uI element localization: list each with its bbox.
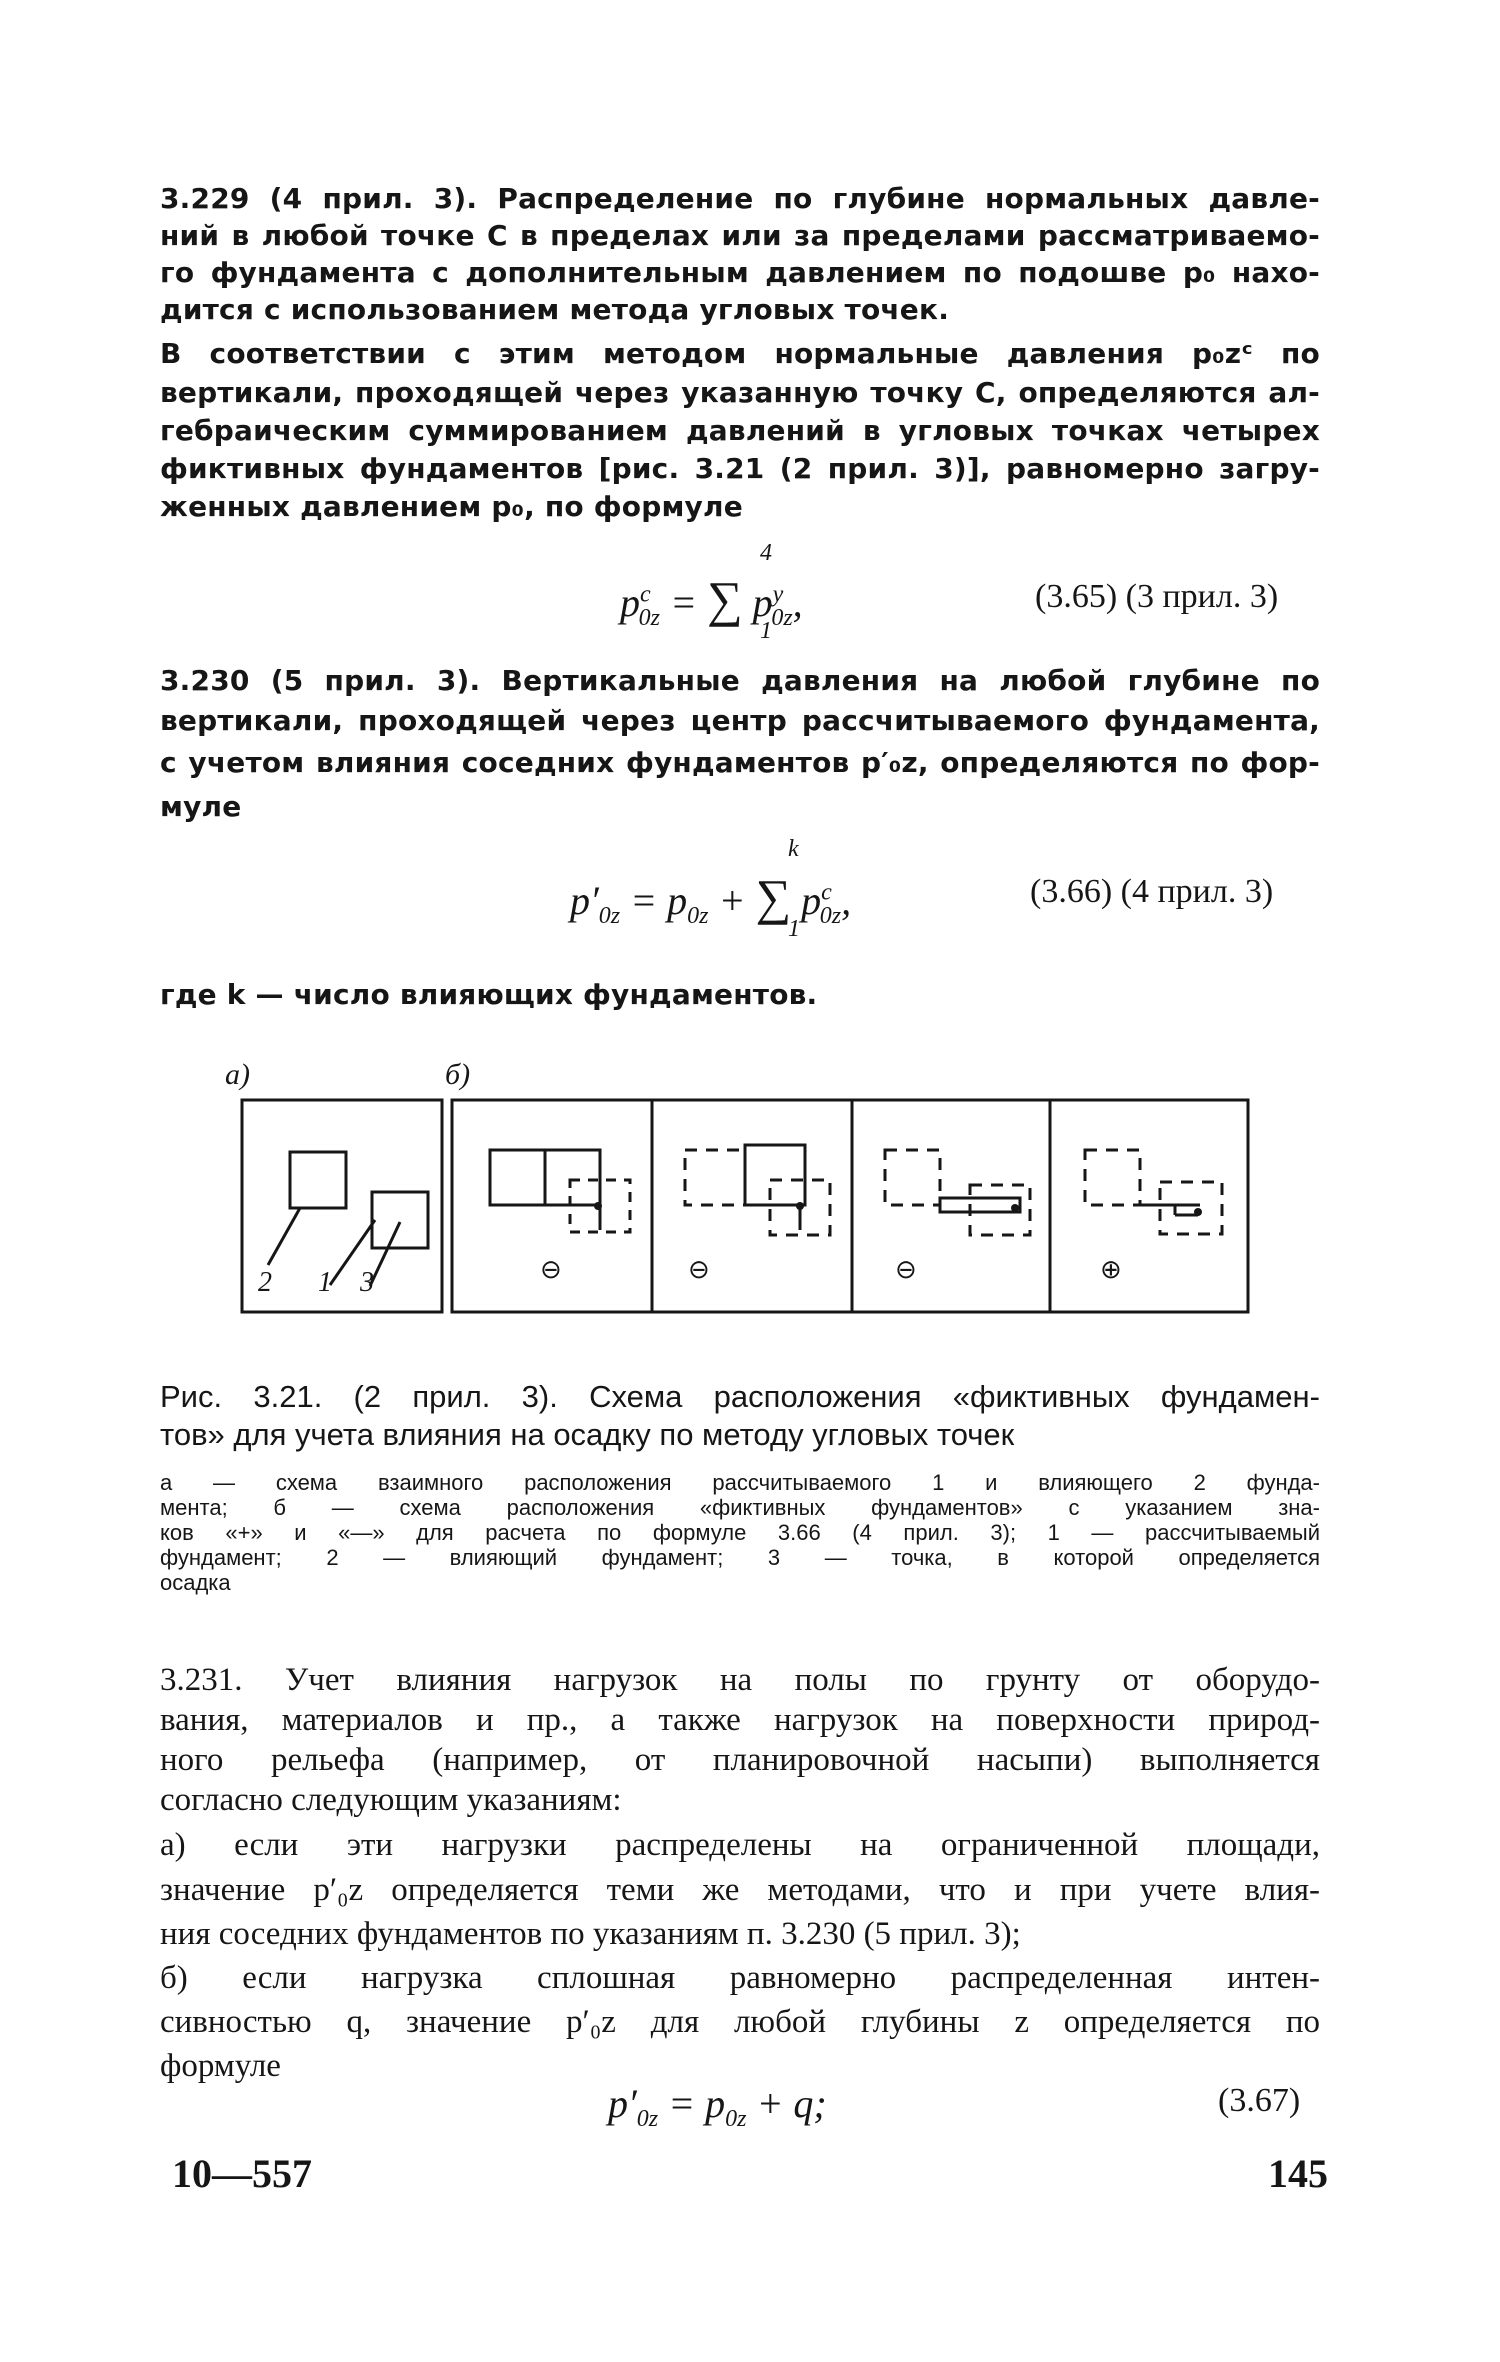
page-number: 145 [1268,2151,1328,2196]
text-line: сивностью q, значение p′₀z для любой глубины z определяется по [160,2004,1320,2040]
caption-legend-line: фундамент; 2 — влияющий фундамент; 3 — точка, в которой определяется [160,1545,1320,1570]
sum-upper-limit: 4 [760,540,772,566]
formula-3-67-expression: $p'_{0z} = p_{0z} + q$; [608,2081,827,2132]
text-line: гебраическим суммированием давлений в угловых точках четырех [160,414,1320,447]
caption-legend-line: осадка [160,1570,231,1595]
text-line: 3.231. Учет влияния нагрузок на полы по грунту от оборудо- [160,1662,1320,1698]
sum-lower-limit: 1 [788,916,800,942]
text-line: фиктивных фундаментов [рис. 3.21 (2 прил. 3)], равномерно загру- [160,452,1320,485]
text-line: б) если нагрузка сплошная равномерно распределенная интен- [160,1960,1320,1996]
caption-legend-line: мента; б — схема расположения «фиктивных фундаментов» с указанием зна- [160,1495,1320,1520]
text-line: ного рельефа (например, от планировочной насыпи) выполняется [160,1742,1320,1778]
text-line: формуле [160,2048,281,2084]
where-k-line: где k — число влияющих фундаментов. [160,978,818,1011]
text-line: согласно следующим указаниям: [160,1782,622,1818]
influencing-foundation [290,1152,346,1208]
sum-upper-limit: k [788,836,799,862]
footer-code: 10—557 [172,2151,312,2196]
text-line: ний в любой точке C в пределах или за пределами рассматриваемо- [160,219,1320,252]
figure-label-a: а) [225,1058,250,1091]
figure-number: 2 [258,1267,272,1298]
text-line: дится с использованием метода угловых точек. [160,293,950,326]
text-line: 3.230 (5 прил. 3). Вертикальные давления на любой глубине по [160,664,1320,697]
caption-legend-line: а — схема взаимного расположения рассчитываемого 1 и влияющего 2 фунда- [160,1470,1320,1495]
minus-sign-icon: ⊖ [540,1255,562,1285]
text-line: В соответствии с этим методом нормальные давления p₀zᶜ по [160,337,1320,370]
caption-title-line: тов» для учета влияния на осадку по методу угловых точек [160,1417,1015,1452]
text-line: ния соседних фундаментов по указаниям п. 3.230 (5 прил. 3); [160,1916,1021,1952]
figure-label-b: б) [445,1058,471,1091]
figure-diagram [0,1090,1500,1330]
figure-number: 1 [318,1267,332,1298]
text-line: вертикали, проходящей через указанную точку C, определяются ал- [160,376,1320,409]
text-line: муле [160,790,242,823]
panel-a-frame [242,1100,442,1312]
text-line: женных давлением p₀, по формуле [160,490,743,523]
plus-sign-icon: ⊕ [1100,1255,1122,1285]
text-line: а) если эти нагрузки распределены на ограниченной площади, [160,1827,1320,1863]
text-line: вания, материалов и пр., а также нагрузок на поверхности природ- [160,1702,1320,1738]
minus-sign-icon: ⊖ [688,1255,710,1285]
caption-legend-line: ков «+» и «—» для расчета по формуле 3.66 (4 прил. 3); 1 — рассчитываемый [160,1520,1320,1545]
minus-sign-icon: ⊖ [895,1255,917,1285]
formula-number: (3.66) (4 прил. 3) [1030,873,1274,910]
text-line: с учетом влияния соседних фундаментов p′₀z, определяются по фор- [160,746,1320,779]
text-line: 3.229 (4 прил. 3). Распределение по глубине нормальных давле- [160,182,1320,215]
text-line: го фундамента с дополнительным давлением по подошве p₀ нахо- [160,256,1320,289]
formula-expression: $p'_{0z} = p_{0z}$ + ∑ $p^c_{0z}$, [570,869,852,929]
formula-expression: $p^c_{0z}$ = ∑ $p^у_{0z}$, [620,571,803,631]
figure-number: 3 [360,1267,374,1298]
formula-number: (3.67) [1218,2082,1301,2119]
sum-lower-limit: 1 [760,618,772,644]
formula-number: (3.65) (3 прил. 3) [1035,578,1279,615]
text-line: значение p′₀z определяется теми же методами, что и при учете влия- [160,1872,1320,1908]
text-line: вертикали, проходящей через центр рассчитываемого фундамента, [160,704,1320,737]
calculated-foundation [372,1192,428,1248]
caption-title-line: Рис. 3.21. (2 прил. 3). Схема расположения «фиктивных фундамен- [160,1379,1320,1414]
